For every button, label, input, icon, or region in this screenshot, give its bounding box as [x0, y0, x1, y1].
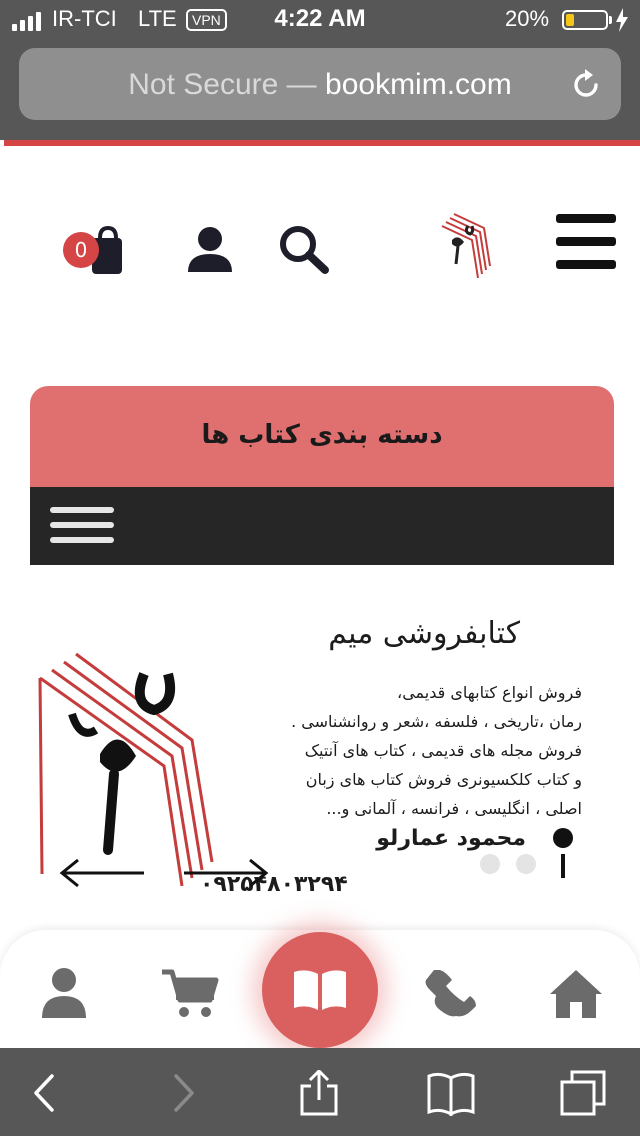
vpn-badge: VPN — [186, 9, 227, 31]
security-label: Not Secure — — [128, 68, 317, 101]
book-icon — [292, 968, 348, 1012]
categories-nav — [30, 487, 614, 565]
bookmarks-icon[interactable] — [426, 1070, 476, 1116]
share-icon[interactable] — [294, 1070, 344, 1116]
home-icon[interactable] — [546, 966, 606, 1020]
slide-indicator[interactable] — [480, 854, 500, 874]
cart-count-badge[interactable]: 0 — [63, 232, 99, 268]
carrier-label: IR-TCI — [52, 6, 117, 31]
forward-icon[interactable] — [156, 1070, 206, 1116]
tabs-icon[interactable] — [558, 1070, 608, 1116]
categories-title: دسته بندی کتاب ها — [201, 420, 443, 450]
browser-address-area — [0, 40, 640, 140]
catalog-button[interactable] — [262, 932, 378, 1048]
reload-icon[interactable] — [569, 68, 603, 102]
user-icon[interactable] — [34, 966, 94, 1020]
phone-number: ۰۹۲۵۴۸۰۳۲۹۴ — [200, 872, 348, 897]
menu-icon[interactable] — [556, 214, 616, 270]
store-name: کتابفروشی میم — [328, 616, 520, 651]
clock: 4:22 AM — [274, 5, 366, 32]
network-type: LTE — [138, 6, 177, 31]
description-line: رمان ،تاریخی ، فلسفه ،شعر و روانشناسی . — [291, 712, 582, 731]
description-line: فروش انواع کتابهای قدیمی، — [397, 683, 582, 702]
status-bar — [0, 0, 640, 40]
arrow-right-icon — [180, 858, 270, 888]
phone-icon[interactable] — [420, 966, 480, 1020]
info-icon — [552, 828, 574, 880]
cart-icon[interactable] — [160, 966, 220, 1020]
banner-slide[interactable] — [0, 566, 640, 926]
site-logo[interactable] — [438, 212, 496, 284]
categories-panel[interactable] — [30, 386, 614, 492]
slide-indicator[interactable] — [516, 854, 536, 874]
categories-menu-icon[interactable] — [50, 507, 114, 547]
store-description — [222, 678, 582, 823]
description-line: اصلی ، انگلیسی ، فرانسه ، آلمانی و... — [326, 799, 582, 818]
search-icon[interactable] — [278, 224, 330, 274]
charging-bolt-icon — [614, 8, 630, 32]
back-icon[interactable] — [22, 1070, 72, 1116]
arrow-left-icon — [58, 858, 148, 888]
battery-icon — [562, 10, 608, 30]
accent-divider — [4, 140, 640, 146]
battery-percent: 20% — [505, 6, 550, 31]
owner-name: محمود عمارلو — [376, 826, 526, 851]
address-bar[interactable] — [19, 48, 621, 120]
description-line: فروش مجله های قدیمی ، کتاب های آنتیک — [304, 741, 582, 760]
safari-toolbar — [0, 1048, 640, 1136]
url-domain: bookmim.com — [325, 68, 512, 101]
user-icon[interactable] — [186, 226, 234, 272]
description-line: و کتاب کلکسیونری فروش کتاب های زبان — [305, 770, 582, 789]
